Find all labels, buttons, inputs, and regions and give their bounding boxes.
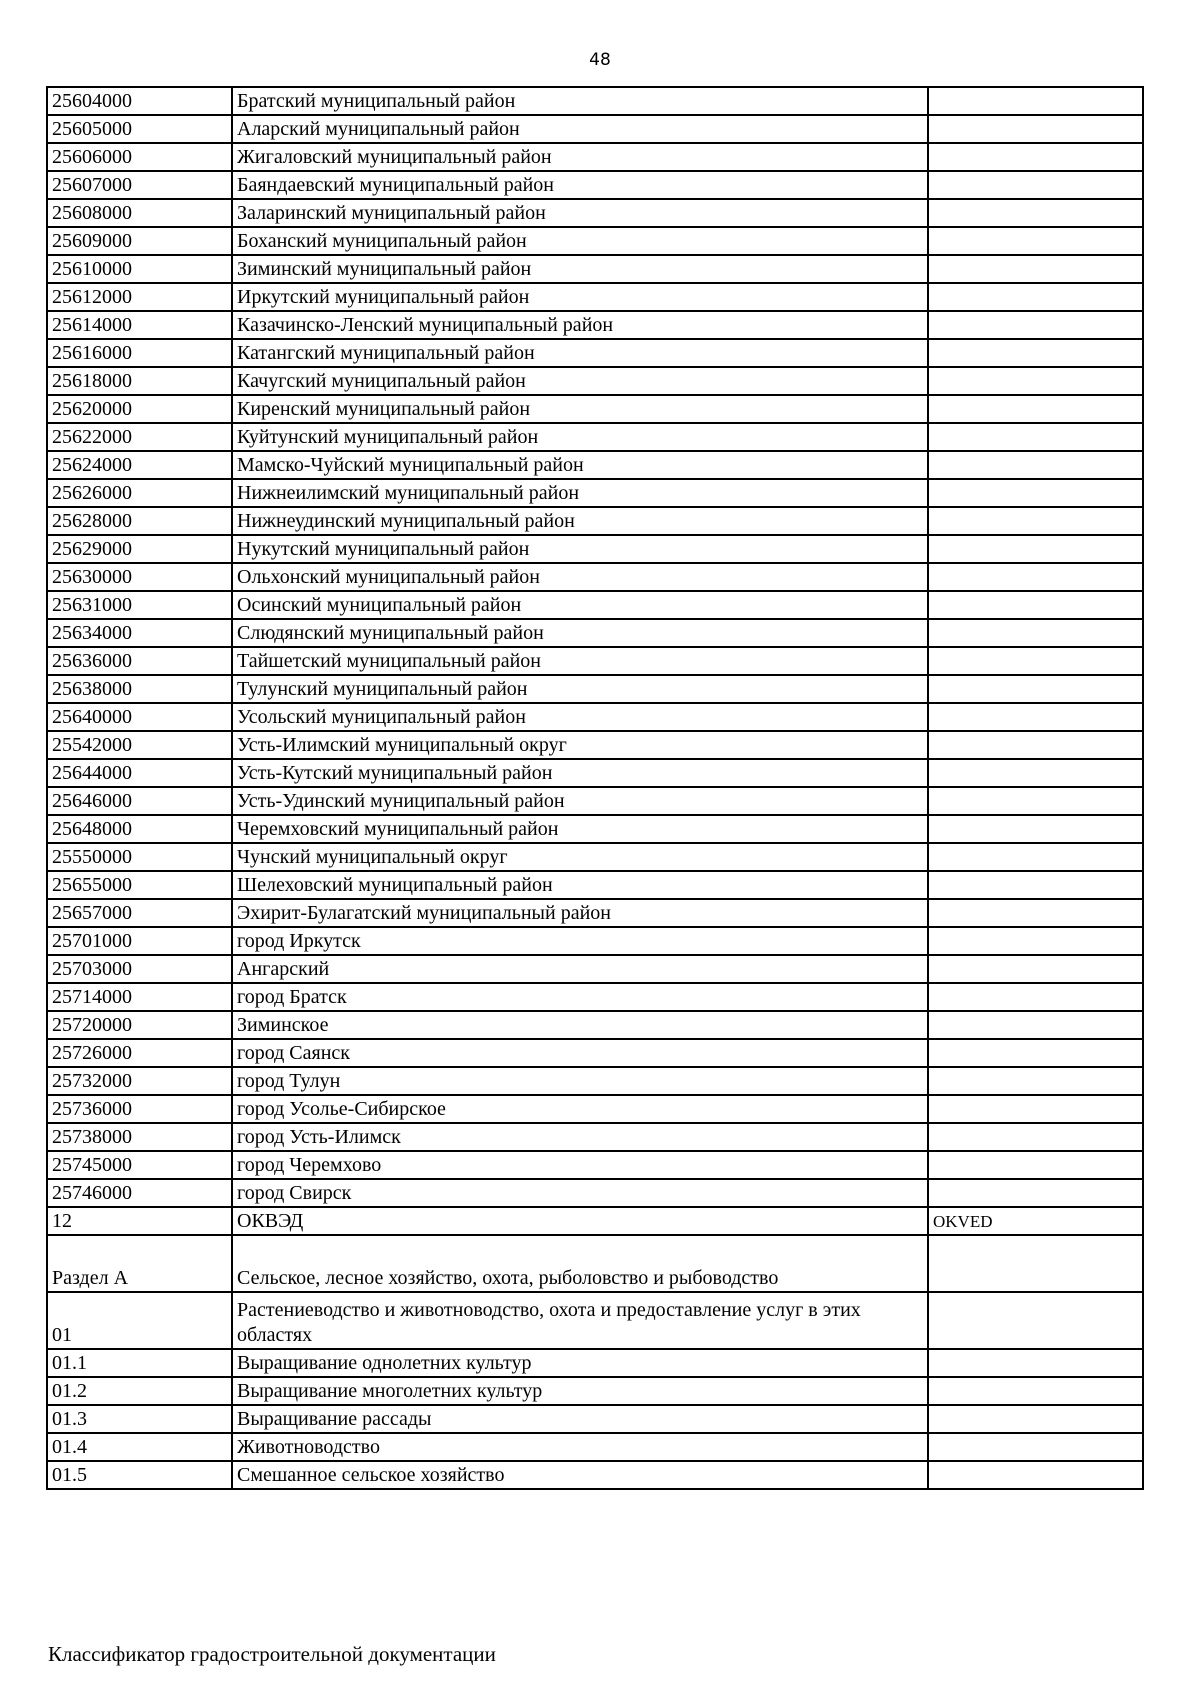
extra-cell <box>928 395 1143 423</box>
name-cell: Жигаловский муниципальный район <box>232 143 928 171</box>
name-cell: Катангский муниципальный район <box>232 339 928 367</box>
name-cell: Мамско-Чуйский муниципальный район <box>232 451 928 479</box>
name-cell: Боханский муниципальный район <box>232 227 928 255</box>
name-cell: Зиминское <box>232 1011 928 1039</box>
code-cell: 25720000 <box>47 1011 232 1039</box>
extra-cell <box>928 899 1143 927</box>
name-cell: Усольский муниципальный район <box>232 703 928 731</box>
table-row <box>47 899 1143 927</box>
extra-cell <box>928 423 1143 451</box>
table-row <box>47 283 1143 311</box>
code-cell: 25746000 <box>47 1179 232 1207</box>
table-row <box>47 395 1143 423</box>
code-cell: 25628000 <box>47 507 232 535</box>
code-cell: 25630000 <box>47 563 232 591</box>
table-row <box>47 1235 1143 1292</box>
name-cell: Аларский муниципальный район <box>232 115 928 143</box>
code-cell: 25616000 <box>47 339 232 367</box>
extra-cell <box>928 591 1143 619</box>
extra-cell <box>928 1123 1143 1151</box>
extra-cell <box>928 983 1143 1011</box>
code-cell: 25604000 <box>47 87 232 115</box>
name-cell: Животноводство <box>232 1433 928 1461</box>
name-cell: Нукутский муниципальный район <box>232 535 928 563</box>
code-cell: 25614000 <box>47 311 232 339</box>
extra-cell <box>928 535 1143 563</box>
name-cell: Казачинско-Ленский муниципальный район <box>232 311 928 339</box>
table-row <box>47 1179 1143 1207</box>
extra-cell <box>928 955 1143 983</box>
code-cell: 25655000 <box>47 871 232 899</box>
table-row <box>47 535 1143 563</box>
code-cell: 25629000 <box>47 535 232 563</box>
extra-cell <box>928 479 1143 507</box>
table-row <box>47 843 1143 871</box>
code-cell: 25607000 <box>47 171 232 199</box>
name-cell: Баяндаевский муниципальный район <box>232 171 928 199</box>
table-row <box>47 1433 1143 1461</box>
name-cell: город Свирск <box>232 1179 928 1207</box>
extra-cell <box>928 227 1143 255</box>
code-cell: 25634000 <box>47 619 232 647</box>
name-cell: город Усолье-Сибирское <box>232 1095 928 1123</box>
extra-cell <box>928 143 1143 171</box>
code-cell: 25610000 <box>47 255 232 283</box>
extra-cell <box>928 115 1143 143</box>
name-cell: Выращивание рассады <box>232 1405 928 1433</box>
extra-cell <box>928 731 1143 759</box>
code-cell: 25657000 <box>47 899 232 927</box>
code-cell: Раздел A <box>47 1235 232 1292</box>
name-cell: Усть-Илимский муниципальный округ <box>232 731 928 759</box>
extra-cell: OKVED <box>928 1207 1143 1235</box>
extra-cell <box>928 1011 1143 1039</box>
table-row <box>47 227 1143 255</box>
code-cell: 25605000 <box>47 115 232 143</box>
name-cell: Куйтунский муниципальный район <box>232 423 928 451</box>
extra-cell <box>928 1405 1143 1433</box>
code-cell: 01.4 <box>47 1433 232 1461</box>
table-row <box>47 1292 1143 1349</box>
table-row <box>47 731 1143 759</box>
name-cell: Тайшетский муниципальный район <box>232 647 928 675</box>
code-cell: 25626000 <box>47 479 232 507</box>
document-footer: Классификатор градостроительной документации <box>48 1642 496 1666</box>
extra-cell <box>928 927 1143 955</box>
table-row <box>47 591 1143 619</box>
table-row <box>47 1039 1143 1067</box>
table-row <box>47 115 1143 143</box>
table-row <box>47 1095 1143 1123</box>
code-cell: 25640000 <box>47 703 232 731</box>
table-row <box>47 1151 1143 1179</box>
table-row <box>47 563 1143 591</box>
extra-cell <box>928 1377 1143 1405</box>
extra-cell <box>928 1067 1143 1095</box>
name-cell: город Иркутск <box>232 927 928 955</box>
table-row <box>47 339 1143 367</box>
table-row <box>47 1011 1143 1039</box>
code-cell: 01.1 <box>47 1349 232 1377</box>
extra-cell <box>928 255 1143 283</box>
table-row <box>47 171 1143 199</box>
extra-cell <box>928 871 1143 899</box>
name-cell: город Тулун <box>232 1067 928 1095</box>
code-cell: 25726000 <box>47 1039 232 1067</box>
code-cell: 01.3 <box>47 1405 232 1433</box>
table-row <box>47 479 1143 507</box>
extra-cell <box>928 339 1143 367</box>
name-cell: Иркутский муниципальный район <box>232 283 928 311</box>
extra-cell <box>928 311 1143 339</box>
table-row <box>47 759 1143 787</box>
name-cell: Киренский муниципальный район <box>232 395 928 423</box>
extra-cell <box>928 367 1143 395</box>
table-row <box>47 367 1143 395</box>
table-row <box>47 703 1143 731</box>
code-cell: 25631000 <box>47 591 232 619</box>
code-cell: 25622000 <box>47 423 232 451</box>
code-cell: 25738000 <box>47 1123 232 1151</box>
extra-cell <box>928 647 1143 675</box>
extra-cell <box>928 283 1143 311</box>
extra-cell <box>928 675 1143 703</box>
name-cell: Растениеводство и животноводство, охота и предоставление услуг в этих областях <box>232 1292 928 1349</box>
code-cell: 25644000 <box>47 759 232 787</box>
extra-cell <box>928 787 1143 815</box>
page-number: 48 <box>589 50 611 70</box>
code-cell: 25638000 <box>47 675 232 703</box>
table-row <box>47 1207 1143 1235</box>
extra-cell <box>928 563 1143 591</box>
code-cell: 25542000 <box>47 731 232 759</box>
code-cell: 25550000 <box>47 843 232 871</box>
table-row <box>47 871 1143 899</box>
table-row <box>47 143 1143 171</box>
name-cell: Сельское, лесное хозяйство, охота, рыболовство и рыбоводство <box>232 1235 928 1292</box>
table-row <box>47 983 1143 1011</box>
code-cell: 25736000 <box>47 1095 232 1123</box>
code-cell: 25608000 <box>47 199 232 227</box>
name-cell: Ангарский <box>232 955 928 983</box>
name-cell: Заларинский муниципальный район <box>232 199 928 227</box>
code-cell: 25612000 <box>47 283 232 311</box>
table-row <box>47 675 1143 703</box>
code-cell: 25636000 <box>47 647 232 675</box>
table-row <box>47 199 1143 227</box>
classifier-table-container <box>46 86 1144 1490</box>
name-cell: Эхирит-Булагатский муниципальный район <box>232 899 928 927</box>
extra-cell <box>928 1461 1143 1489</box>
name-cell: Выращивание многолетних культур <box>232 1377 928 1405</box>
code-cell: 25648000 <box>47 815 232 843</box>
name-cell: Усть-Удинский муниципальный район <box>232 787 928 815</box>
table-row <box>47 451 1143 479</box>
extra-cell <box>928 815 1143 843</box>
extra-cell <box>928 1039 1143 1067</box>
name-cell: Слюдянский муниципальный район <box>232 619 928 647</box>
code-cell: 01.5 <box>47 1461 232 1489</box>
name-cell: город Саянск <box>232 1039 928 1067</box>
name-cell: Смешанное сельское хозяйство <box>232 1461 928 1489</box>
name-cell: Ольхонский муниципальный район <box>232 563 928 591</box>
code-cell: 25620000 <box>47 395 232 423</box>
table-row <box>47 1377 1143 1405</box>
table-row <box>47 311 1143 339</box>
extra-cell <box>928 199 1143 227</box>
code-cell: 25609000 <box>47 227 232 255</box>
table-row <box>47 787 1143 815</box>
code-cell: 01 <box>47 1292 232 1349</box>
extra-cell <box>928 1179 1143 1207</box>
extra-cell <box>928 1151 1143 1179</box>
extra-cell <box>928 171 1143 199</box>
table-row <box>47 507 1143 535</box>
name-cell: ОКВЭД <box>232 1207 928 1235</box>
name-cell: город Усть-Илимск <box>232 1123 928 1151</box>
name-cell: Тулунский муниципальный район <box>232 675 928 703</box>
code-cell: 01.2 <box>47 1377 232 1405</box>
extra-cell <box>928 619 1143 647</box>
code-cell: 25745000 <box>47 1151 232 1179</box>
code-cell: 12 <box>47 1207 232 1235</box>
table-row <box>47 1067 1143 1095</box>
name-cell: Чунский муниципальный округ <box>232 843 928 871</box>
extra-cell <box>928 1292 1143 1349</box>
extra-cell <box>928 843 1143 871</box>
name-cell: Нижнеилимский муниципальный район <box>232 479 928 507</box>
name-cell: Осинский муниципальный район <box>232 591 928 619</box>
extra-cell <box>928 1349 1143 1377</box>
name-cell: Шелеховский муниципальный район <box>232 871 928 899</box>
table-row <box>47 423 1143 451</box>
name-cell: Усть-Кутский муниципальный район <box>232 759 928 787</box>
table-row <box>47 87 1143 115</box>
code-cell: 25701000 <box>47 927 232 955</box>
table-row <box>47 815 1143 843</box>
classifier-table <box>46 86 1144 1490</box>
table-row <box>47 255 1143 283</box>
code-cell: 25624000 <box>47 451 232 479</box>
extra-cell <box>928 451 1143 479</box>
table-row <box>47 647 1143 675</box>
name-cell: Братский муниципальный район <box>232 87 928 115</box>
classifier-table-body <box>47 87 1143 1489</box>
extra-cell <box>928 507 1143 535</box>
table-row <box>47 1349 1143 1377</box>
table-row <box>47 1123 1143 1151</box>
table-row <box>47 1461 1143 1489</box>
code-cell: 25646000 <box>47 787 232 815</box>
name-cell: Черемховский муниципальный район <box>232 815 928 843</box>
extra-cell <box>928 87 1143 115</box>
code-cell: 25703000 <box>47 955 232 983</box>
extra-cell <box>928 759 1143 787</box>
table-row <box>47 1405 1143 1433</box>
extra-cell <box>928 1433 1143 1461</box>
name-cell: Выращивание однолетних культур <box>232 1349 928 1377</box>
extra-cell <box>928 1235 1143 1292</box>
name-cell: город Черемхово <box>232 1151 928 1179</box>
name-cell: Качугский муниципальный район <box>232 367 928 395</box>
extra-cell <box>928 703 1143 731</box>
code-cell: 25714000 <box>47 983 232 1011</box>
code-cell: 25606000 <box>47 143 232 171</box>
table-row <box>47 955 1143 983</box>
name-cell: Нижнеудинский муниципальный район <box>232 507 928 535</box>
table-row <box>47 927 1143 955</box>
code-cell: 25732000 <box>47 1067 232 1095</box>
name-cell: Зиминский муниципальный район <box>232 255 928 283</box>
extra-cell <box>928 1095 1143 1123</box>
code-cell: 25618000 <box>47 367 232 395</box>
name-cell: город Братск <box>232 983 928 1011</box>
table-row <box>47 619 1143 647</box>
